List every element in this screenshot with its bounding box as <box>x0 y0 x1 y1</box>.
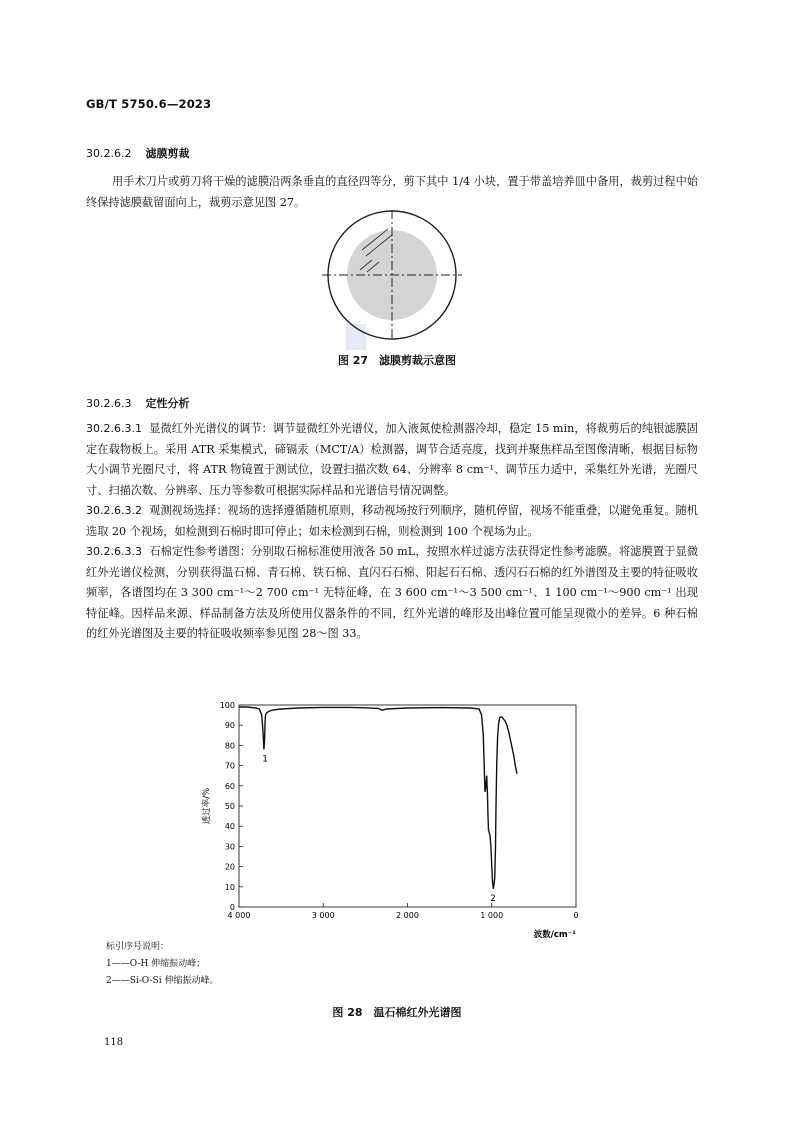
x-tick-label: 1 000 <box>480 911 504 920</box>
filter-cutting-diagram <box>322 210 462 350</box>
section-number: 30.2.6.3 <box>86 397 132 410</box>
item-30-2-6-3-3 <box>86 542 698 645</box>
figure-27-caption: 图 27 滤膜剪裁示意图 <box>337 354 457 367</box>
item-text: 显微红外光谱仪的调节：调节显微红外光谱仪，加入液氮使检测器冷却，稳定 15 min，将裁剪后的纯银滤膜固定在载物板上。采用 ATR 采集模式，碲镉汞（MCT/A）检测器，调节合适亮度，找到并聚焦样品至图像清晰，根据目标物大小调节光圈尺寸，将 ATR 物镜置于测试位，设置扫描次数 64、分辨率 8 cm⁻¹、调节压力适中，采集红外光谱，光圈尺寸、扫描次数、分辨率、压力等参数可根据实际样品和光谱信号情况调整。 <box>86 422 698 497</box>
y-tick-label: 40 <box>224 822 235 832</box>
x-tick-label: 0 <box>573 911 579 920</box>
section-heading-30-2-6-2 <box>86 145 189 161</box>
peak-label: 2 <box>490 893 496 904</box>
item-30-2-6-3-2 <box>86 501 698 542</box>
legend-title: 标引序号说明： <box>106 942 170 952</box>
item-number: 30.2.6.3.3 <box>86 545 142 558</box>
y-tick-label: 60 <box>224 781 235 791</box>
x-tick-label: 4 000 <box>227 911 251 920</box>
x-tick-label: 3 000 <box>311 911 335 920</box>
item-number: 30.2.6.3.2 <box>86 504 142 517</box>
paragraph-text: 用手术刀片或剪刀将干燥的滤膜沿两条垂直的直径四等分，剪下其中 1/4 小块，置于带盖培养皿中备用，裁剪过程中始终保持滤膜截留面向上，裁剪示意见图 27。 <box>86 175 698 209</box>
y-axis-label: 透过率/% <box>202 787 212 825</box>
section-heading-30-2-6-3 <box>86 395 189 411</box>
section-number: 30.2.6.2 <box>86 147 132 160</box>
y-tick-label: 0 <box>229 903 235 912</box>
legend-item: 1——O-H 伸缩振动峰； <box>106 959 206 969</box>
plot-frame <box>239 705 576 907</box>
y-tick-label: 10 <box>224 882 235 892</box>
x-tick-label: 2 000 <box>396 911 419 920</box>
section-title: 定性分析 <box>145 397 190 410</box>
y-tick-label: 80 <box>224 741 235 751</box>
peak-labels <box>262 754 496 903</box>
item-30-2-6-3-1 <box>86 419 698 501</box>
qualitative-analysis-items <box>86 419 698 645</box>
page-number: 118 <box>104 1037 124 1048</box>
peak-label: 1 <box>262 754 268 765</box>
standard-number: GB/T 5750.6—2023 <box>86 97 212 111</box>
section-title: 滤膜剪裁 <box>145 147 190 160</box>
item-number: 30.2.6.3.1 <box>86 422 142 435</box>
series-line-chrysotile <box>239 707 517 889</box>
figure-28-legend <box>106 939 218 990</box>
paragraph-filter-cutting <box>86 172 698 213</box>
y-tick-label: 50 <box>224 802 235 811</box>
y-tick-label: 90 <box>224 721 235 731</box>
x-axis-label: 波数/cm⁻¹ <box>533 930 576 940</box>
figure-28-caption: 图 28 温石棉红外光谱图 <box>332 1006 462 1019</box>
y-tick-label: 20 <box>224 862 235 872</box>
x-axis-ticks <box>228 903 579 920</box>
legend-item: 2——Si-O-Si 伸缩振动峰。 <box>106 976 219 986</box>
y-tick-label: 70 <box>224 761 235 771</box>
item-text: 观测视场选择：视场的选择遵循随机原则，移动视场按行列顺序，随机停留，视场不能重叠，以避免重复。随机选取 20 个视场，如检测到石棉时即可停止；如未检测到石棉，则检测到 100 个视场为止。 <box>86 504 698 538</box>
y-axis-ticks <box>220 701 243 912</box>
item-text: 石棉定性参考谱图：分别取石棉标准使用液各 50 mL，按照水样过滤方法获得定性参考滤膜。将滤膜置于显微红外光谱仪检测，分别获得温石棉、青石棉、铁石棉、直闪石石棉、阳起石石棉、透闪石石棉的红外谱图及主要的特征吸收频率，各谱图均在 3 300 cm⁻¹～2 700 cm⁻¹ 无特征峰，在 3 600 cm⁻¹～3 500 cm⁻¹、1 100 cm⁻¹～900 cm⁻¹ 出现特征峰。因样品来源、样品制备方法及所使用仪器条件的不同，红外光谱的峰形及出峰位置可能呈现微小的差异。6 种石棉的红外光谱图及主要的特征吸收频率参见图 28～图 33。 <box>86 545 699 640</box>
ir-spectrum-chart <box>195 695 595 945</box>
y-tick-label: 30 <box>224 842 235 852</box>
watermark-text: 小 <box>356 338 366 348</box>
y-tick-label: 100 <box>219 701 235 710</box>
